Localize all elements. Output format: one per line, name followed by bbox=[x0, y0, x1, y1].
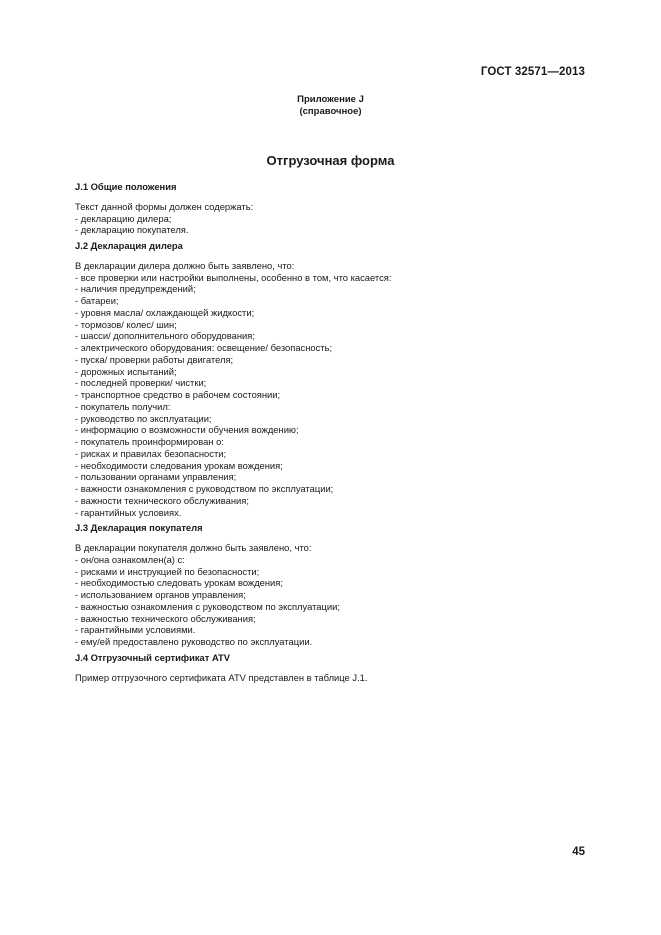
paragraph-line: Текст данной формы должен содержать: bbox=[75, 200, 254, 212]
paragraph-line: - важностью ознакомления с руководством по эксплуатации; bbox=[75, 600, 340, 612]
paragraph-line: - важности ознакомления с руководством по эксплуатации; bbox=[75, 483, 334, 494]
paragraph-line: - необходимостью следовать урокам вождения; bbox=[75, 577, 283, 589]
paragraph-line: - он/она ознакомлен(а) с: bbox=[75, 553, 185, 565]
section-heading: J.4 Отгрузочный сертификат ATV bbox=[75, 651, 231, 663]
paragraph-line: - ему/ей предоставлено руководство по эксплуатации. bbox=[75, 636, 313, 647]
document-body bbox=[75, 181, 595, 687]
paragraph-line: - все проверки или настройки выполнены, особенно в том, что касается: bbox=[75, 271, 392, 283]
paragraph-line: Пример отгрузочного сертификата ATV представлен в таблице J.1. bbox=[75, 671, 368, 683]
paragraph-line: - информацию о возможности обучения вождению; bbox=[75, 424, 299, 436]
paragraph-line: - необходимости следования урокам вождения; bbox=[75, 459, 283, 471]
paragraph-line: - пользовании органами управления; bbox=[75, 471, 237, 483]
paragraph-line: - тормозов/ колес/ шин; bbox=[75, 318, 177, 330]
paragraph-line: - рисками и инструкцией по безопасности; bbox=[75, 565, 260, 577]
page-number: 45 bbox=[572, 846, 585, 858]
paragraph-line: - важностью технического обслуживания; bbox=[75, 612, 256, 624]
paragraph-line: - декларацию покупателя. bbox=[75, 224, 189, 236]
paragraph-line: - электрического оборудования: освещение/ безопасность; bbox=[75, 342, 333, 353]
paragraph-line: В декларации покупателя должно быть заявлено, что: bbox=[75, 542, 312, 553]
section bbox=[75, 240, 595, 522]
appendix-note: (справочное) bbox=[299, 105, 362, 117]
appendix-header bbox=[0, 94, 661, 117]
paragraph-line: В декларации дилера должно быть заявлено, что: bbox=[75, 259, 295, 271]
paragraph-line: - пуска/ проверки работы двигателя; bbox=[75, 353, 234, 365]
paragraph-line: - наличия предупреждений; bbox=[75, 283, 196, 295]
paragraph-line: - важности технического обслуживания; bbox=[75, 494, 249, 506]
paragraph-line: - руководство по эксплуатации; bbox=[75, 412, 212, 424]
paragraph-line: - гарантийных условиях. bbox=[75, 506, 182, 518]
document-title: Отгрузочная форма bbox=[266, 153, 395, 168]
paragraph-line: - покупатель получил: bbox=[75, 400, 171, 412]
appendix-title: Приложение J bbox=[297, 94, 364, 105]
paragraph-line: - гарантийными условиями. bbox=[75, 624, 196, 636]
section bbox=[75, 181, 595, 240]
paragraph-line: - шасси/ дополнительного оборудования; bbox=[75, 330, 255, 342]
paragraph-line: - покупатель проинформирован о: bbox=[75, 436, 224, 447]
paragraph-line: - транспортное средство в рабочем состоянии; bbox=[75, 389, 281, 400]
section-heading: J.2 Декларация дилера bbox=[75, 240, 183, 251]
paragraph-line: - рисках и правилах безопасности; bbox=[75, 447, 227, 459]
paragraph-line: - использованием органов управления; bbox=[75, 589, 246, 600]
paragraph-line: - последней проверки/ чистки; bbox=[75, 377, 207, 389]
paragraph-line: - декларацию дилера; bbox=[75, 212, 172, 224]
section bbox=[75, 652, 595, 688]
paragraph-line: - батареи; bbox=[75, 295, 119, 306]
standard-number: ГОСТ 32571—2013 bbox=[480, 66, 585, 78]
paragraph-line: - дорожных испытаний; bbox=[75, 365, 177, 377]
section bbox=[75, 522, 595, 652]
section-heading: J.1 Общие положения bbox=[75, 181, 177, 192]
paragraph-line: - уровня масла/ охлаждающей жидкости; bbox=[75, 306, 255, 318]
section-heading: J.3 Декларация покупателя bbox=[75, 522, 203, 534]
